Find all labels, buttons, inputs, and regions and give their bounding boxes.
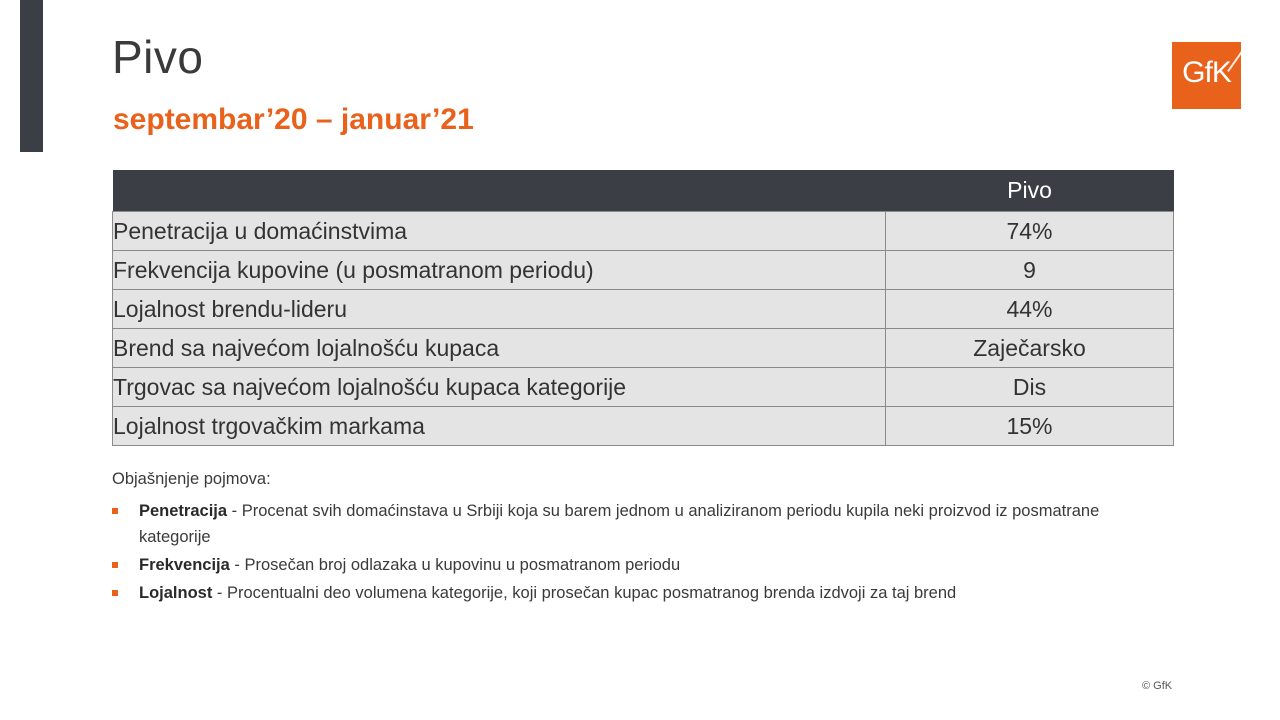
row-label: Lojalnost brendu-lideru <box>113 290 886 329</box>
term-name: Frekvencija <box>139 556 230 574</box>
table-row <box>113 368 1174 407</box>
row-label: Lojalnost trgovačkim markama <box>113 407 886 446</box>
row-value: 9 <box>886 251 1174 290</box>
terms-list <box>112 498 1112 606</box>
list-item <box>112 498 1112 550</box>
table-row <box>113 329 1174 368</box>
metrics-table <box>112 170 1174 446</box>
row-label: Frekvencija kupovine (u posmatranom periodu) <box>113 251 886 290</box>
square-bullet-icon <box>112 562 118 568</box>
accent-side-bar <box>20 0 43 152</box>
term-name: Lojalnost <box>139 584 213 602</box>
row-value: Zaječarsko <box>886 329 1174 368</box>
table-row <box>113 212 1174 251</box>
term-definition: - Procenat svih domaćinstava u Srbiji koja su barem jednom u analiziranom periodu kupila neki proizvod iz posmatrane kategorije <box>139 502 1100 546</box>
row-value: Dis <box>886 368 1174 407</box>
term-name: Penetracija <box>139 502 228 520</box>
row-value: 15% <box>886 407 1174 446</box>
table-header-pivo: Pivo <box>886 170 1174 212</box>
square-bullet-icon <box>112 590 118 596</box>
square-bullet-icon <box>112 508 118 514</box>
logo-text: GfK <box>1182 56 1231 89</box>
row-label: Penetracija u domaćinstvima <box>113 212 886 251</box>
row-value: 44% <box>886 290 1174 329</box>
row-label: Trgovac sa najvećom lojalnošću kupaca kategorije <box>113 368 886 407</box>
table-row <box>113 407 1174 446</box>
table-header-empty <box>113 170 886 212</box>
copyright-notice: © GfK <box>1142 680 1173 692</box>
table-header-row <box>113 170 1174 212</box>
row-label: Brend sa najvećom lojalnošću kupaca <box>113 329 886 368</box>
gfk-logo <box>1172 42 1241 109</box>
list-item <box>112 552 1112 578</box>
list-item <box>112 580 1112 606</box>
term-definition: - Procentualni deo volumena kategorije, koji prosečan kupac posmatranog brenda izdvoji za taj brend <box>212 584 957 602</box>
table-row <box>113 251 1174 290</box>
page-subtitle: septembar’20 – januar’21 <box>113 103 474 136</box>
terms-explanation <box>112 470 1112 608</box>
explanation-heading: Objašnjenje pojmova: <box>112 470 271 488</box>
table-row <box>113 290 1174 329</box>
row-value: 74% <box>886 212 1174 251</box>
page-title: Pivo <box>112 31 204 83</box>
term-definition: - Prosečan broj odlazaka u kupovinu u posmatranom periodu <box>229 556 681 574</box>
